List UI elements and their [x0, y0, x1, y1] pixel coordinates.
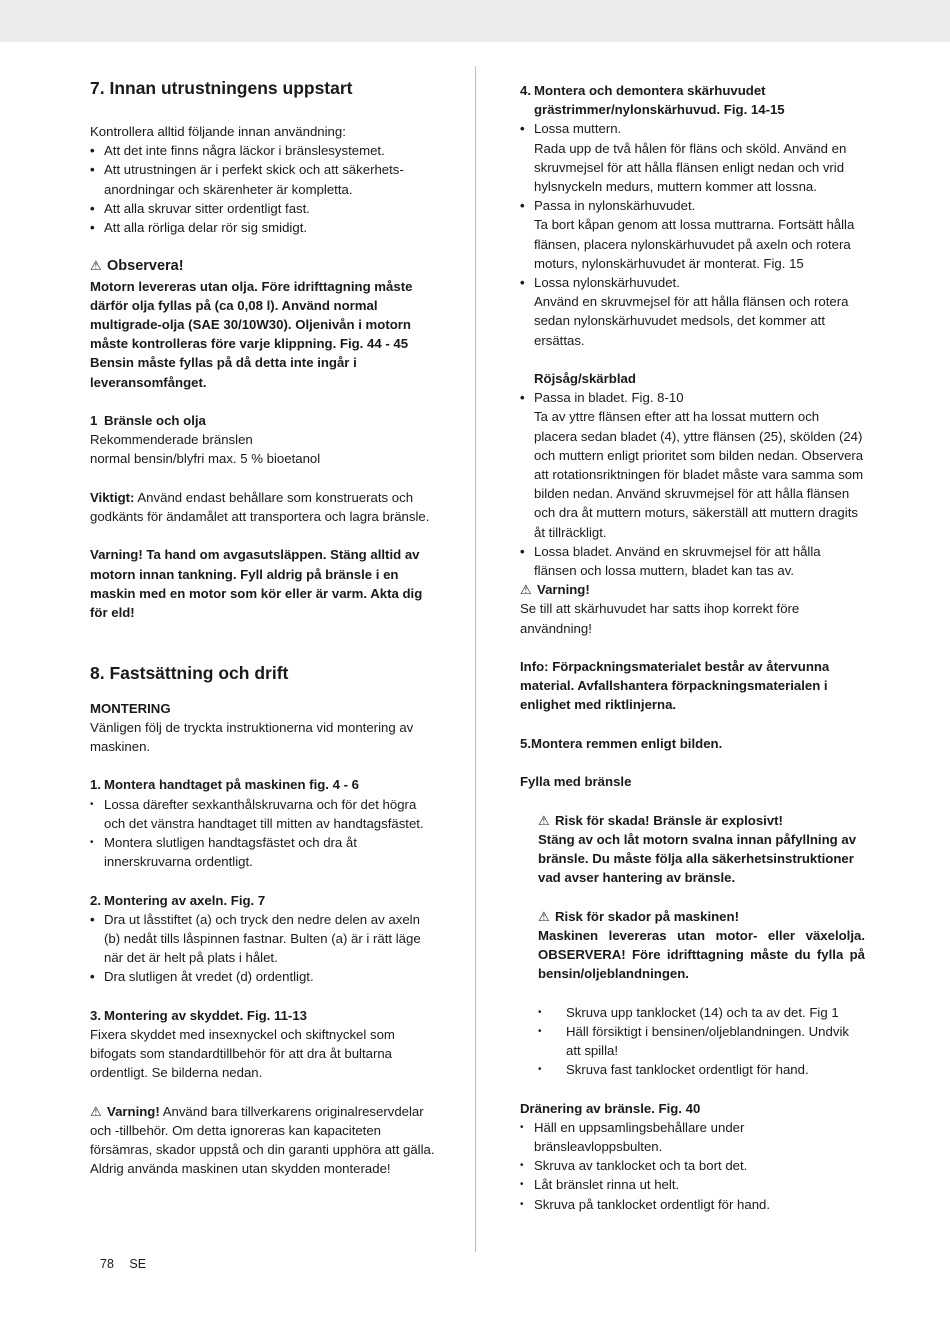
- language-code: SE: [129, 1257, 147, 1271]
- head-warning-heading: [520, 580, 865, 599]
- step-1-number: 1.: [90, 777, 101, 793]
- step-3-heading: [90, 1006, 435, 1025]
- saw-title: Röjsåg/skärblad: [534, 371, 636, 387]
- risk-1-title: Risk för skada! Bränsle är explosivt!: [555, 812, 783, 828]
- important-note: [90, 488, 435, 526]
- parts-warning-text: Använd bara tillverkarens originalreservdelar och -tillbehör. Om detta ignoreras kan kapaciteten försämras, skador uppstå och din garanti upphöra att gälla. Aldrig använda maskinen utan skydden monterade!: [90, 1103, 435, 1177]
- fuel-title: Bränsle och olja: [104, 413, 206, 429]
- list-item: • Skruva upp tanklocket (14) och ta av det. Fig 1: [520, 1003, 865, 1022]
- list-item: • Att det inte finns några läckor i bränslesystemet.: [90, 141, 435, 160]
- observe-text: Motorn levereras utan olja. Före idrifttagning måste därför olja fyllas på (ca 0,08 l). Använd normal multigrade-olja (SAE 30/10W30). Oljenivån i motorn måste kontrolleras före varje klippning. Fig. 44 - 45 Bensin måste fyllas på då detta inte ingår i leveransomfånget.: [90, 278, 413, 390]
- list-item-text: Ta bort kåpan genom att lossa muttrarna. Fortsätt hålla flänsen, placera nylonskärhuvudet på axeln och rotera moturs, nylonskärhuvudet är monterat. Fig. 15: [534, 217, 855, 271]
- saw-list: [520, 388, 865, 580]
- observe-heading: [90, 256, 435, 276]
- list-item: [520, 119, 865, 196]
- list-item: • Skruva på tanklocket ordentligt för hand.: [520, 1195, 865, 1214]
- step-3-text: Fixera skyddet med insexnyckel och skiftnyckel som bifogats som standardtillbehör för att dra åt bultarna ordentligt. Se bilderna nedan.: [90, 1027, 395, 1081]
- list-item-text: Ta av yttre flänsen efter att ha lossat muttern och placera sedan bladet (4), yttre flänsen (25), skölden (24) och muttern enligt prioritet som bilden nedan. Observera att rotationsriktningen för bladet måste vara samma som bilden nedan. Använd skruvmejsel för att hålla flänsen och dra åt muttern moturs, säkerställ att muttern dragits åt tillräckligt.: [534, 409, 864, 540]
- observe-title: Observera!: [107, 258, 184, 275]
- list-item-title: Lossa muttern.: [534, 121, 622, 137]
- list-item: [520, 196, 865, 273]
- step-2-number: 2.: [90, 892, 101, 908]
- list-item: • Häll försiktigt i bensinen/oljeblandningen. Undvik att spilla!: [520, 1022, 865, 1060]
- list-item: • Skruva fast tanklocket ordentligt för hand.: [520, 1060, 865, 1079]
- step-2-list: [90, 910, 435, 987]
- right-column: [520, 81, 865, 1214]
- fuel-heading: [90, 411, 435, 430]
- list-item: • Dra ut låsstiftet (a) och tryck den nedre delen av axeln (b) nedåt tills låspinnen fastnar. Bulten (a) är i rätt läge när det är helt på plats i hålet.: [90, 910, 435, 968]
- step-4-number: 4.: [520, 83, 531, 98]
- column-divider: [475, 66, 476, 1252]
- page-number: 78: [100, 1257, 114, 1271]
- list-item: • Att alla rörliga delar rör sig smidigt.: [90, 218, 435, 237]
- list-item-text: Använd en skruvmejsel för att hålla flänsen och rotera sedan nylonskärhuvudet medsols, det kommer att ersättas.: [534, 294, 849, 348]
- risk-1-block: [520, 811, 865, 888]
- step-1-list: [90, 795, 435, 872]
- mounting-text: Vänligen följ de tryckta instruktionerna vid montering av maskinen.: [90, 719, 414, 754]
- risk-2-text: Maskinen levereras utan motor- eller växelolja. OBSERVERA! Före idrifttagning måste du fylla på bensin/oljeblandningen.: [538, 927, 865, 982]
- section-7-intro: Kontrollera alltid följande innan användning:: [90, 124, 346, 139]
- checklist: [90, 141, 435, 237]
- list-item: • Skruva av tanklocket och ta bort det.: [520, 1156, 865, 1175]
- warning-triangle-icon: ⚠: [90, 258, 102, 274]
- list-item: [520, 273, 865, 350]
- list-item: [520, 388, 865, 542]
- step-3-title: Montering av skyddet. Fig. 11-13: [104, 1007, 307, 1023]
- list-item: • Låt bränslet rinna ut helt.: [520, 1175, 865, 1194]
- list-item-title: Lossa bladet. Använd en skruvmejsel för att hålla flänsen och lossa muttern, bladet kan tas av.: [534, 543, 821, 579]
- head-warning-label: Varning!: [537, 582, 590, 598]
- list-item: • Att alla skruvar sitter ordentligt fast.: [90, 199, 435, 218]
- step-5: 5.Montera remmen enligt bilden.: [520, 735, 723, 751]
- fill-title: Fylla med bränsle: [520, 774, 632, 790]
- list-item-title: Lossa nylonskärhuvudet.: [534, 275, 680, 291]
- page-footer: [100, 1256, 158, 1272]
- list-item: • Montera slutligen handtagsfästet och dra åt innerskruvarna ordentligt.: [90, 833, 435, 871]
- list-item: • Häll en uppsamlingsbehållare under bränsleavloppsbulten.: [520, 1118, 865, 1156]
- list-item: [520, 542, 865, 580]
- list-item: • Lossa därefter sexkanthålskruvarna och för det högra och det vänstra handtaget till mitten av handtagsfästet.: [90, 795, 435, 833]
- list-item: • Dra slutligen åt vredet (d) ordentligt.: [90, 967, 435, 986]
- important-text: Använd endast behållare som konstruerats och godkänts för ändamålet att transportera och lagra bränsle.: [90, 489, 430, 525]
- list-item: • Att utrustningen är i perfekt skick och att säkerhets-anordningar och skärenheter är kompletta.: [90, 160, 435, 198]
- drain-list: [520, 1118, 865, 1214]
- left-column: [90, 76, 435, 1179]
- step-4-heading: [520, 81, 865, 119]
- fuel-line-1: Rekommenderade bränslen: [90, 432, 253, 448]
- fuel-number: 1: [90, 413, 98, 429]
- drain-title: Dränering av bränsle. Fig. 40: [520, 1100, 701, 1116]
- step-2-title: Montering av axeln. Fig. 7: [104, 892, 266, 908]
- risk-2-title: Risk för skador på maskinen!: [555, 908, 739, 924]
- risk-2-block: [520, 907, 865, 984]
- important-label: Viktigt:: [90, 489, 135, 505]
- warning-triangle-icon: ⚠: [90, 1103, 102, 1119]
- risk-1-heading: [538, 811, 865, 830]
- list-item-title: Passa in bladet. Fig. 8-10: [534, 390, 684, 406]
- step-1-title: Montera handtaget på maskinen fig. 4 - 6: [104, 777, 360, 793]
- step-2-heading: [90, 891, 435, 910]
- info-text: Info: Förpackningsmaterialet består av återvunna material. Avfallshantera förpackningsmaterialen i enlighet med riktlinjerna.: [520, 659, 830, 713]
- list-item-title: Passa in nylonskärhuvudet.: [534, 198, 696, 214]
- exhaust-warning: Varning! Ta hand om avgasutsläppen. Stäng alltid av motorn innan tankning. Fyll aldrig på bränsle i en maskin med en motor som kör eller är varm. Akta dig för eld!: [90, 547, 423, 621]
- mounting-title: MONTERING: [90, 700, 171, 716]
- top-bar: [0, 0, 950, 42]
- list-item-text: Rada upp de två hålen för fläns och sköld. Använd en skruvmejsel för att hålla flänsen enligt nedan och vrid hylsnyckeln medurs, muttern kommer att lossna.: [534, 140, 847, 195]
- warning-triangle-icon: ⚠: [520, 582, 532, 598]
- step-1-heading: [90, 775, 435, 794]
- risk-1-text: Stäng av och låt motorn svalna innan påfyllning av bränsle. Du måste följa alla säkerhetsinstruktioner vad avser hantering av bränsle.: [538, 831, 857, 886]
- warning-triangle-icon: ⚠: [538, 908, 550, 924]
- fuel-line-2: normal bensin/blyfri max. 5 % bioetanol: [90, 451, 321, 467]
- fill-list: [520, 1003, 865, 1080]
- step-4-title: Montera och demontera skärhuvudet grästrimmer/nylonskärhuvud. Fig. 14-15: [534, 83, 785, 118]
- step-3-number: 3.: [90, 1007, 101, 1023]
- section-7-title: 7. Innan utrustningens uppstart: [90, 78, 353, 98]
- step-4-list: [520, 119, 865, 349]
- section-8-title: 8. Fastsättning och drift: [90, 662, 289, 683]
- parts-warning-label: Varning!: [107, 1103, 160, 1119]
- head-warning-text: Se till att skärhuvudet har satts ihop korrekt före användning!: [520, 601, 800, 636]
- risk-2-heading: [538, 907, 865, 926]
- warning-triangle-icon: ⚠: [538, 812, 550, 828]
- parts-warning: [90, 1102, 435, 1179]
